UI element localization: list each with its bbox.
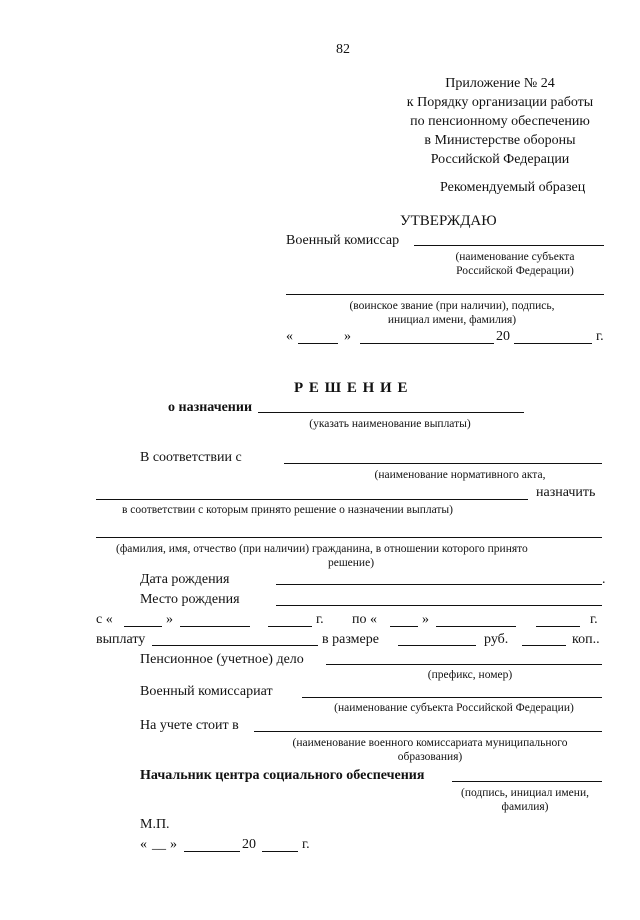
hint-payment: (указать наименование выплаты) [309, 418, 471, 430]
to-day-line[interactable] [390, 626, 418, 627]
from-close: » [166, 612, 173, 627]
hint-fio: решение) [327, 557, 375, 569]
decision-about: о назначении [168, 400, 253, 415]
final-date-open: « [140, 837, 147, 852]
approve-year-suffix: г. [596, 329, 604, 344]
hint-municipal: образования) [397, 751, 463, 763]
registered-line[interactable] [254, 731, 602, 732]
to-year-line[interactable] [536, 626, 580, 627]
hint-fio: (фамилия, имя, отчество (при наличии) гражданина, в отношении которого принято [116, 543, 528, 555]
from-label: с « [96, 612, 113, 627]
to-close: » [422, 612, 429, 627]
birth-place-label: Место рождения [140, 592, 240, 607]
amount-label: в размере [322, 632, 379, 647]
appendix-line: Российской Федерации [430, 152, 570, 167]
appendix-line: Приложение № 24 [445, 76, 555, 91]
hint-signature: фамилия) [501, 801, 549, 813]
approve-month-line[interactable] [360, 343, 494, 344]
from-day-line[interactable] [124, 626, 162, 627]
hint-act-2: в соответствии с которым принято решение о назначении выплаты) [122, 504, 453, 516]
from-year-line[interactable] [268, 626, 312, 627]
to-label: по « [352, 612, 377, 627]
page-number: 82 [336, 42, 350, 57]
hint-rank: инициал имени, фамилия) [387, 314, 517, 326]
appendix-line: к Порядку организации работы [406, 95, 594, 110]
commissariat-label: Военный комиссариат [140, 684, 273, 699]
commissariat-line[interactable] [302, 697, 602, 698]
payment-label: выплату [96, 632, 146, 647]
hint-signature: (подпись, инициал имени, [461, 787, 589, 799]
approve-title: УТВЕРЖДАЮ [400, 213, 497, 229]
rank-signature-line[interactable] [286, 294, 604, 295]
kop-amount-line[interactable] [522, 645, 566, 646]
recommended-sample: Рекомендуемый образец [440, 180, 586, 195]
birth-date-line[interactable] [276, 584, 602, 585]
fio-line[interactable] [96, 537, 602, 538]
stamp-place: М.П. [140, 817, 170, 832]
commissar-line[interactable] [414, 245, 604, 246]
final-day[interactable]: __ [152, 837, 166, 852]
from-month-line[interactable] [180, 626, 250, 627]
final-year-suffix: г. [302, 837, 310, 852]
payment-line[interactable] [152, 645, 318, 646]
appendix-line: в Министерстве обороны [424, 133, 576, 148]
rub-amount-line[interactable] [398, 645, 476, 646]
approve-year-prefix: 20 [496, 329, 510, 344]
final-month-line[interactable] [184, 851, 240, 852]
approve-year-line[interactable] [514, 343, 592, 344]
chief-signature-line[interactable] [452, 781, 602, 782]
decision-title: Р Е Ш Е Н И Е [294, 380, 409, 396]
approve-day-line[interactable] [298, 343, 338, 344]
hint-prefix: (префикс, номер) [427, 669, 513, 681]
hint-subject-rf: (наименование субъекта Российской Федерации) [334, 702, 574, 714]
chief-label: Начальник центра социального обеспечения [140, 768, 425, 783]
approve-date-close: » [344, 329, 351, 344]
hint-subject: (наименование субъекта [455, 251, 575, 263]
to-year-suffix: г. [590, 612, 598, 627]
pension-file-label: Пенсионное (учетное) дело [140, 652, 304, 667]
hint-act: (наименование нормативного акта, [374, 469, 546, 481]
hint-subject: Российской Федерации) [456, 265, 574, 277]
final-year-prefix: 20 [242, 837, 256, 852]
birth-place-line[interactable] [276, 605, 602, 606]
to-month-line[interactable] [436, 626, 516, 627]
act-line[interactable] [284, 463, 602, 464]
payment-name-line[interactable] [258, 412, 524, 413]
commissar-label: Военный комиссар [286, 233, 400, 248]
approve-date-open: « [286, 329, 293, 344]
birth-date-end: . [602, 572, 606, 587]
hint-municipal: (наименование военного комиссариата муниципального [292, 737, 568, 749]
hint-rank: (воинское звание (при наличии), подпись, [349, 300, 555, 312]
assign-label: назначить [536, 485, 596, 500]
accordance-label: В соответствии с [140, 450, 242, 465]
act-line-2[interactable] [96, 499, 528, 500]
kop-label: коп.. [572, 632, 600, 647]
registered-label: На учете стоит в [140, 718, 239, 733]
rub-label: руб. [484, 632, 509, 647]
birth-date-label: Дата рождения [140, 572, 230, 587]
from-year-suffix: г. [316, 612, 324, 627]
appendix-line: по пенсионному обеспечению [410, 114, 590, 129]
final-year-line[interactable] [262, 851, 298, 852]
final-date-close: » [170, 837, 177, 852]
pension-file-line[interactable] [326, 664, 602, 665]
